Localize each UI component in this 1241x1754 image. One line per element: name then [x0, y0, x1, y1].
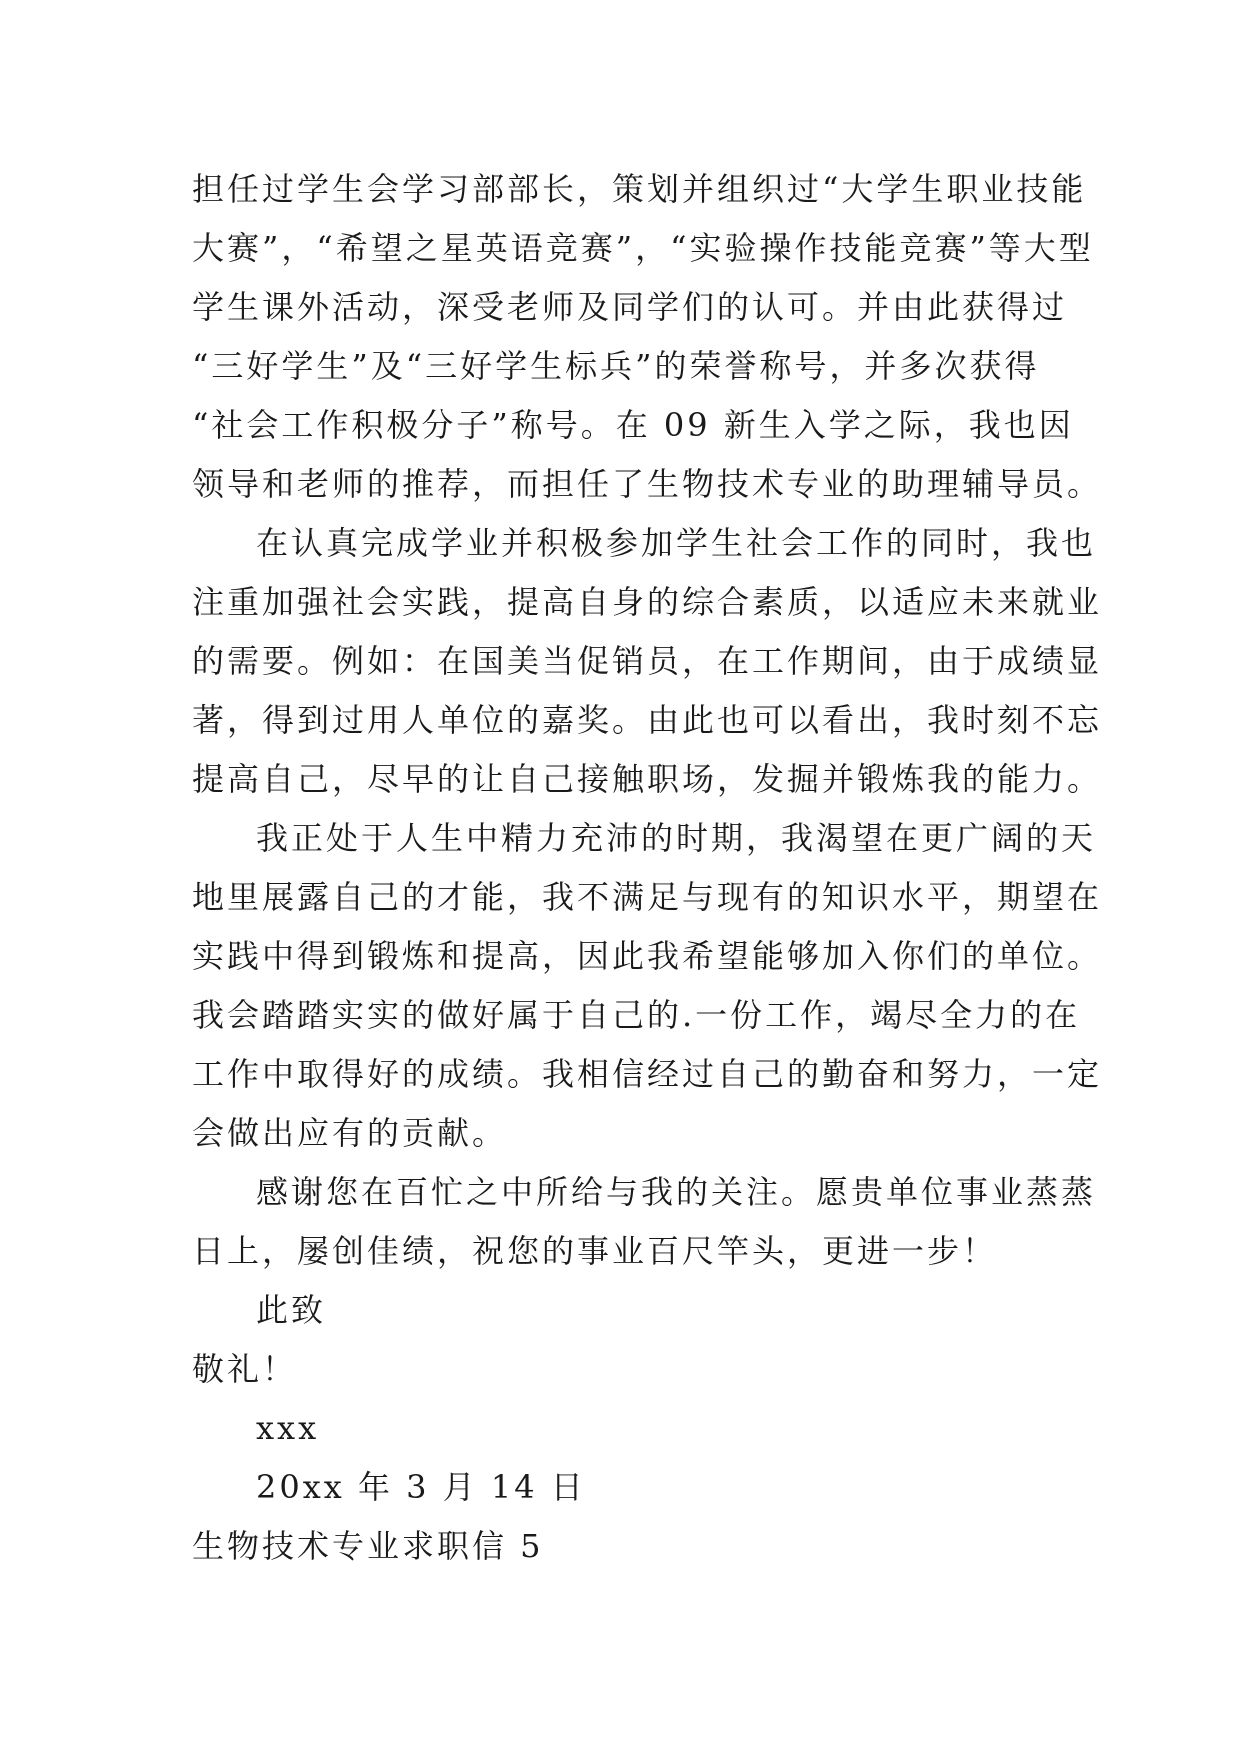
text-line: 在认真完成学业并积极参加学生社会工作的同时，我也 — [256, 524, 1097, 562]
text-line: “三好学生”及“三好学生标兵”的荣誉称号，并多次获得 — [192, 347, 1040, 385]
text-line: 领导和老师的推荐，而担任了生物技术专业的助理辅导员。 — [192, 465, 1103, 503]
text-line: 敬礼！ — [192, 1350, 298, 1388]
text-line: 大赛”，“希望之星英语竞赛”，“实验操作技能竞赛”等大型 — [192, 229, 1094, 267]
text-line: 地里展露自己的才能，我不满足与现有的知识水平，期望在 — [192, 878, 1103, 916]
text-line: 会做出应有的贡献。 — [192, 1114, 508, 1152]
text-line: 生物技术专业求职信 5 — [192, 1527, 544, 1565]
text-line: 此致 — [256, 1291, 327, 1329]
text-line: 担任过学生会学习部部长，策划并组织过“大学生职业技能 — [192, 170, 1087, 208]
text-line: 工作中取得好的成绩。我相信经过自己的勤奋和努力，一定 — [192, 1055, 1103, 1093]
text-line: 感谢您在百忙之中所给与我的关注。愿贵单位事业蒸蒸 — [256, 1173, 1097, 1211]
text-line: “社会工作积极分子”称号。在 09 新生入学之际，我也因 — [192, 406, 1074, 444]
text-line: 实践中得到锻炼和提高，因此我希望能够加入你们的单位。 — [192, 937, 1103, 975]
text-line: 注重加强社会实践，提高自身的综合素质，以适应未来就业 — [192, 583, 1103, 621]
text-line: 著，得到过用人单位的嘉奖。由此也可以看出，我时刻不忘 — [192, 701, 1103, 739]
text-line: 我会踏踏实实的做好属于自己的.一份工作，竭尽全力的在 — [192, 996, 1081, 1034]
text-line: 我正处于人生中精力充沛的时期，我渴望在更广阔的天 — [256, 819, 1097, 857]
text-line: 的需要。例如：在国美当促销员，在工作期间，由于成绩显 — [192, 642, 1103, 680]
letter-body — [192, 160, 1103, 1576]
text-line: 日上，屡创佳绩，祝您的事业百尺竿头，更进一步！ — [192, 1232, 998, 1270]
text-line: xxx — [256, 1409, 320, 1447]
text-line: 20xx 年 3 月 14 日 — [256, 1468, 586, 1506]
text-line: 学生课外活动，深受老师及同学们的认可。并由此获得过 — [192, 288, 1068, 326]
text-line: 提高自己，尽早的让自己接触职场，发掘并锻炼我的能力。 — [192, 760, 1103, 798]
